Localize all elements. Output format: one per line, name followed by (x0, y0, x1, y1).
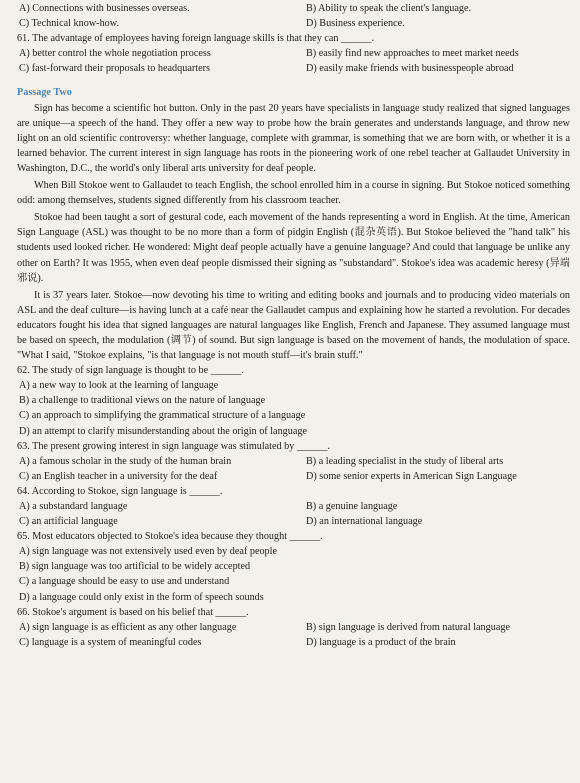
q63-option-d[interactable]: D) some senior experts in American Sign Language (306, 470, 517, 482)
q60-options-row-2 (17, 16, 570, 31)
q64-option-a[interactable]: A) a substandard language (19, 501, 128, 512)
q63-options-row-1 (17, 454, 570, 469)
q66-option-d[interactable]: D) language is a product of the brain (306, 636, 456, 648)
q60-options-row-1 (17, 1, 570, 16)
q65-option-b[interactable]: B) sign language was too artificial to be widely accepted (19, 561, 251, 573)
q63-option-c[interactable]: C) an English teacher in a university for the deaf (19, 470, 218, 482)
q64-options-row-2 (17, 514, 570, 529)
q66-option-a[interactable]: A) sign language is as efficient as any other language (19, 621, 237, 633)
q66-options-row-1 (17, 620, 570, 635)
q60-option-a[interactable]: A) Connections with businesses overseas. (19, 3, 190, 14)
q61-options-row-1 (17, 46, 570, 61)
q61-options-row-2 (17, 61, 570, 76)
q65-option-c[interactable]: C) a language should be easy to use and understand (19, 576, 230, 588)
q62-stem: 62. The study of sign language is thought to be ______. (17, 365, 244, 377)
q63-options-row-2 (17, 469, 570, 484)
passage-paragraph-3: Stokoe had been taught a sort of gestural code, each movement of the hands representing a word in English. At the time, American Sign Language (ASL) was thought to be no more than a form of pidgin English (混杂英语). But Stokoe believed the "hand talk" his students used looked richer. He wondered: Might deaf people actually have a genuine language? And could that language be unlike any other on Earth? It was 1955, when even deaf people dismissed their signing as "substandard". Stokoe's idea was academic heresy (异端邪说). (17, 212, 570, 284)
passage-paragraph-1: Sign has become a scientific hot button. Only in the past 20 years have specialists in language study realized that signed languages are unique—a speech of the hand. They offer a new way to probe how the brain generates and understands language, and throw new light on an old scientific controversy: whether language, complete with grammar, is something that we are born with, or whether it is a learned behavior. The current interest in sign language has roots in the pioneering work of one rebel teacher at Gallaudet University in Washington, D.C., the world's only liberal arts university for deaf people. (17, 102, 570, 174)
q63-option-b[interactable]: B) a leading specialist in the study of liberal arts (306, 455, 504, 467)
q61-option-c[interactable]: C) fast-forward their proposals to headquarters (19, 63, 210, 75)
q64-option-c[interactable]: C) an artificial language (19, 516, 118, 528)
q64-option-b[interactable]: B) a genuine language (306, 501, 398, 512)
q60-option-b[interactable]: B) Ability to speak the client's language. (306, 3, 472, 14)
q62-option-c[interactable]: C) an approach to simplifying the grammatical structure of a language (19, 410, 306, 422)
q66-option-c[interactable]: C) language is a system of meaningful codes (19, 636, 202, 648)
q65-option-a[interactable]: A) sign language was not extensively used even by deaf people (19, 546, 278, 558)
q66-option-b[interactable]: B) sign language is derived from natural language (306, 621, 510, 633)
q66-stem: 66. Stokoe's argument is based on his belief that ______. (17, 606, 249, 618)
q62-option-b[interactable]: B) a challenge to traditional views on the nature of language (19, 395, 266, 407)
passage-paragraph-2: When Bill Stokoe went to Gallaudet to teach English, the school enrolled him in a course in signing. But Stokoe noticed something odd: among themselves, students signed differently from his classroom teacher. (17, 180, 570, 207)
q62-option-d[interactable]: D) an attempt to clarify misunderstanding about the origin of language (19, 425, 308, 437)
passage-paragraph-4: It is 37 years later. Stokoe—now devoting his time to writing and editing books and journals and to producing video materials on ASL and the deaf culture—is having lunch at a café near the Gallaudet campus and explaining how he started a revolution. For decades educators fought his idea that signed languages are natural languages like English, French and Japanese. They assumed language must be based on speech, the modulation (调节) of sound. But sign language is based on the movement of hands, the modulation of space. "What I said, "Stokoe explains, "is that language is not mouth stuff—it's brain stuff." (17, 289, 570, 362)
q61-option-d[interactable]: D) easily make friends with businesspeople abroad (306, 63, 514, 75)
q61-option-a[interactable]: A) better control the whole negotiation process (19, 48, 211, 60)
q64-stem: 64. According to Stokoe, sign language is ______. (17, 485, 223, 497)
q61-option-b[interactable]: B) easily find new approaches to meet market needs (306, 48, 519, 60)
passage-title: Passage Two (17, 87, 72, 99)
q65-stem: 65. Most educators objected to Stokoe's idea because they thought ______. (17, 531, 323, 543)
q64-options-row-1 (17, 499, 570, 514)
q60-option-d[interactable]: D) Business experience. (306, 18, 405, 30)
q64-option-d[interactable]: D) an international language (306, 516, 423, 528)
q63-option-a[interactable]: A) a famous scholar in the study of the human brain (19, 455, 232, 467)
q66-options-row-2 (17, 635, 570, 650)
q60-option-c[interactable]: C) Technical know-how. (19, 18, 120, 30)
q62-option-a[interactable]: A) a new way to look at the learning of language (19, 380, 219, 392)
q61-stem: 61. The advantage of employees having foreign language skills is that they can ______. (17, 33, 375, 45)
q63-stem: 63. The present growing interest in sign language was stimulated by ______. (17, 440, 331, 452)
q65-option-d[interactable]: D) a language could only exist in the form of speech sounds (19, 591, 264, 603)
